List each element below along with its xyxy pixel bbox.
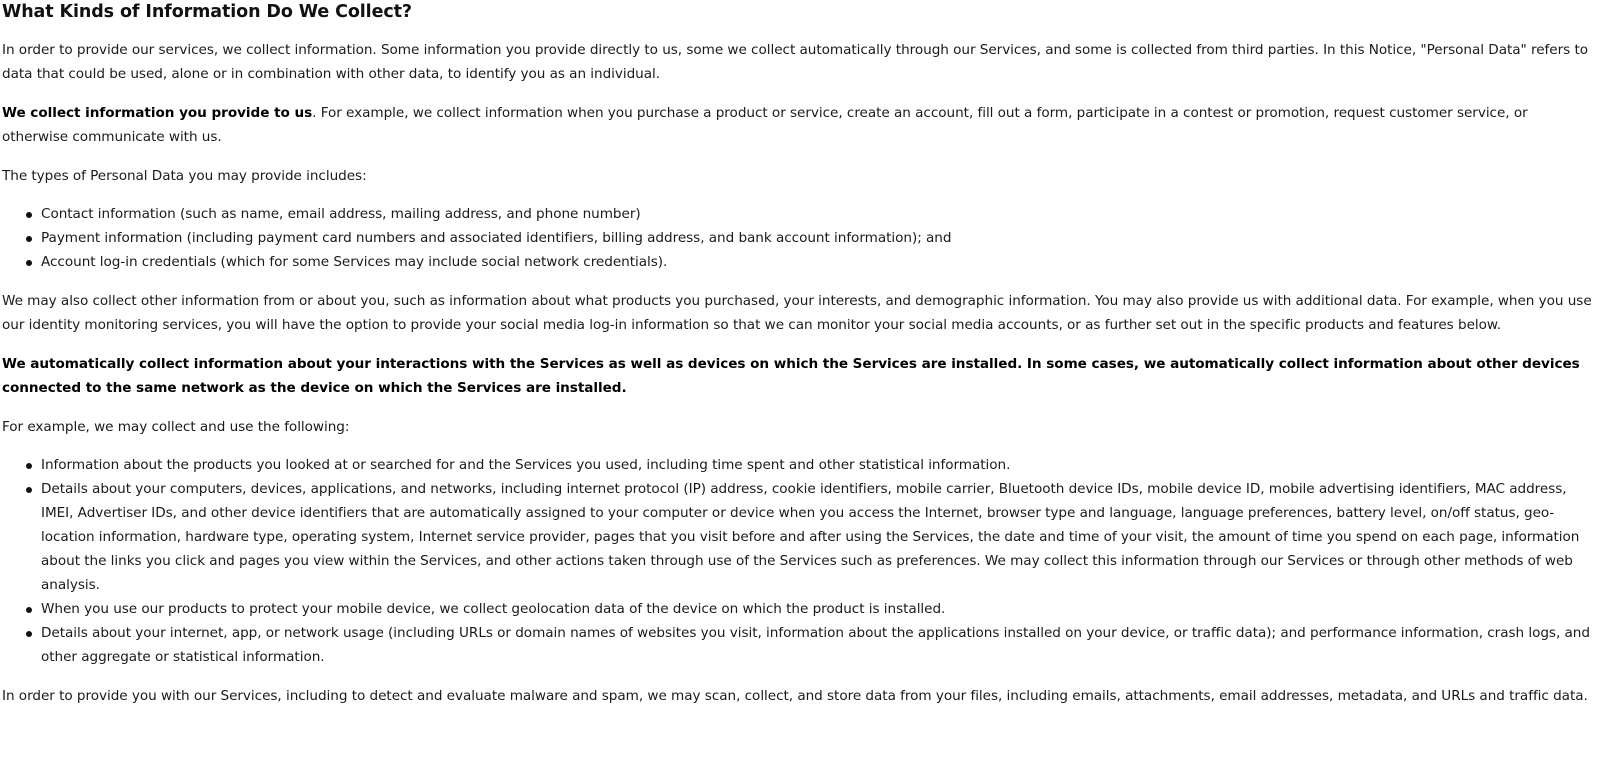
bullet-icon <box>26 260 32 266</box>
provided-info-lead: We collect information you provide to us <box>2 105 313 121</box>
bullet-icon <box>26 487 32 493</box>
collected-data-list <box>2 453 1595 669</box>
bullet-icon <box>26 607 32 613</box>
provided-info-paragraph <box>2 101 1595 149</box>
list-item: When you use our products to protect your mobile device, we collect geolocation data of the device on which the product is installed. <box>41 597 1595 621</box>
scanning-paragraph: In order to provide you with our Services, including to detect and evaluate malware and spam, we may scan, collect, and store data from your files, including emails, attachments, email addresses, metadata, and URLs and traffic data. <box>2 688 1588 704</box>
list-item: Details about your computers, devices, applications, and networks, including internet protocol (IP) address, cookie identifiers, mobile carrier, Bluetooth device IDs, mobile device ID, mobile advertising identifiers, MAC address, IMEI, Advertiser IDs, and other device identifiers that are automatically assigned to your computer or device when you access the Internet, browser type and language, language preferences, battery level, on/off status, geo-location information, hardware type, operating system, Internet service provider, pages that you visit before and after using the Services, the date and time of your visit, the amount of time you spend on each page, information about the links you click and pages you view within the Services, and other actions taken through use of the Services such as preferences. We may collect this information through our Services or through other methods of web analysis. <box>41 477 1595 597</box>
list-item: Information about the products you looked at or searched for and the Services you used, including time spent and other statistical information. <box>41 453 1595 477</box>
examples-intro-paragraph: For example, we may collect and use the following: <box>2 419 350 435</box>
provided-info-text: . For example, we collect information when you purchase a product or service, create an account, fill out a form, participate in a contest or promotion, request customer service, or otherwise communicate with us. <box>2 105 1528 145</box>
intro-paragraph: In order to provide our services, we collect information. Some information you provide directly to us, some we collect automatically through our Services, and some is collected from third parties. In this Notice, "Personal Data" refers to data that could be used, alone or in combination with other data, to identify you as an individual. <box>2 42 1588 82</box>
bullet-icon <box>26 236 32 242</box>
list-item: Details about your internet, app, or network usage (including URLs or domain names of websites you visit, information about the applications installed on your device, or traffic data); and performance information, crash logs, and other aggregate or statistical information. <box>41 621 1595 669</box>
list-item: Contact information (such as name, email address, mailing address, and phone number) <box>41 202 1595 226</box>
list-item: Payment information (including payment card numbers and associated identifiers, billing address, and bank account information); and <box>41 226 1595 250</box>
bullet-icon <box>26 631 32 637</box>
bullet-icon <box>26 463 32 469</box>
list-item: Account log-in credentials (which for some Services may include social network credentials). <box>41 250 1595 274</box>
other-info-paragraph: We may also collect other information from or about you, such as information about what products you purchased, your interests, and demographic information. You may also provide us with additional data. For example, when you use our identity monitoring services, you will have the option to provide your social media log-in information so that we can monitor your social media accounts, or as further set out in the specific products and features below. <box>2 293 1592 333</box>
section-heading: What Kinds of Information Do We Collect? <box>2 2 412 22</box>
automatic-collection-paragraph: We automatically collect information about your interactions with the Services as well as devices on which the Services are installed. In some cases, we automatically collect information about other devices connected to the same network as the device on which the Services are installed. <box>2 356 1580 396</box>
types-intro-paragraph: The types of Personal Data you may provide includes: <box>2 168 367 184</box>
personal-data-types-list <box>2 202 1595 274</box>
bullet-icon <box>26 212 32 218</box>
